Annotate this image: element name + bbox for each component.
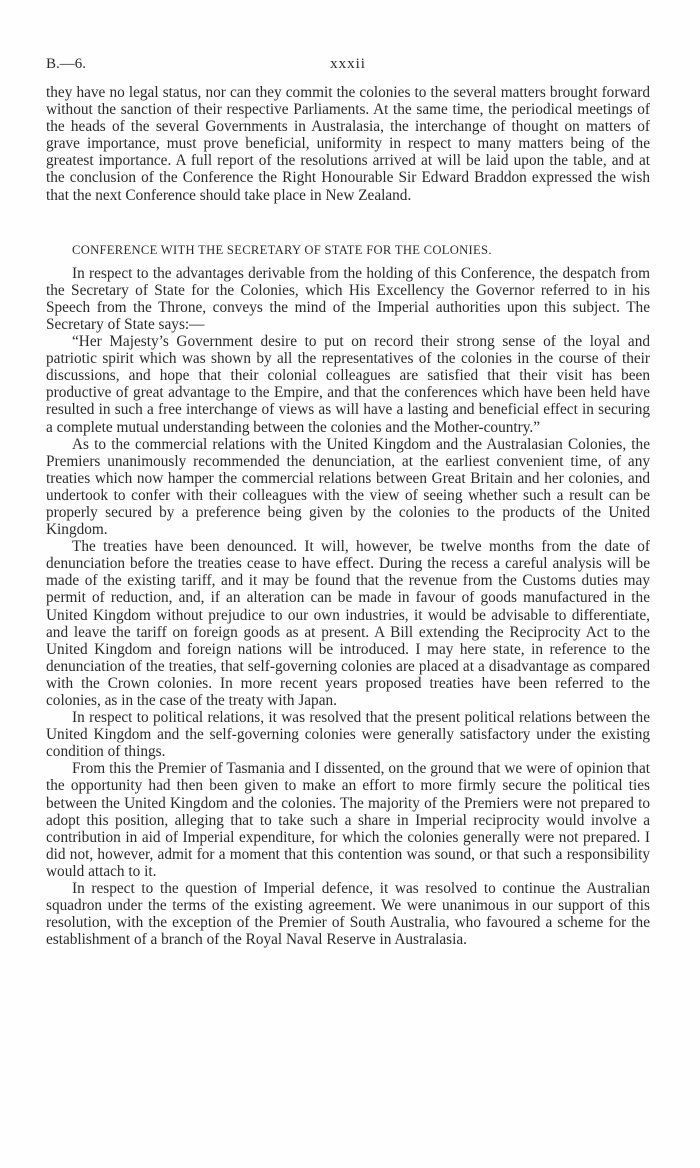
section-heading: CONFERENCE WITH THE SECRETARY OF STATE FOR THE COLONIES. bbox=[72, 242, 492, 257]
paragraph: From this the Premier of Tasmania and I dissented, on the ground that we were of opinion that the opportunity had then been given to make an effort to more firmly secure the political ties between the United Kingdom and the colonies. The majority of the Premiers were not prepared to adopt this position, alleging that to take such a share in Imperial reciprocity would involve a contribution in aid of Imperial expenditure, for which the colonies generally were not prepared. I did not, however, admit for a moment that this contention was sound, or that such a responsibility would attach to it. bbox=[46, 760, 650, 880]
paragraph-continued: they have no legal status, nor can they commit the colonies to the several matters brought forward without the sanction of their respective Parliaments. At the same time, the periodical meetings of the heads of the several Governments in Australasia, the interchange of thought on matters of grave importance, must prove beneficial, uniformity in respect to many matters being of the greatest importance. A full report of the resolutions arrived at will be laid upon the table, and at the conclusion of the Conference the Right Honourable Sir Edward Braddon expressed the wish that the next Conference should take place in New Zealand. bbox=[46, 84, 650, 204]
paragraph: In respect to political relations, it was resolved that the present political relations between the United Kingdom and the self-governing colonies were generally satisfactory under the existing condition of things. bbox=[46, 709, 650, 761]
quotation-paragraph: “Her Majesty’s Government desire to put on record their strong sense of the loyal and patriotic spirit which was shown by all the representatives of the colonies in the course of their discussions, and hope that their colonial colleagues are satisfied that their visit has been productive of great advantage to the Empire, and that the conferences which have been held have resulted in such a free interchange of views as will have a lasting and beneficial effect in securing a complete mutual understanding between the colonies and the Mother-country.” bbox=[46, 333, 650, 436]
page-header bbox=[46, 56, 650, 76]
document-reference: B.—6. bbox=[46, 56, 87, 72]
paragraph: In respect to the question of Imperial defence, it was resolved to continue the Australian squadron under the terms of the existing agreement. We were unanimous in our support of this resolution, with the exception of the Premier of South Australia, who favoured a scheme for the establishment of a branch of the Royal Naval Reserve in Australasia. bbox=[46, 880, 650, 949]
page-number: xxxii bbox=[330, 56, 366, 72]
paragraph: As to the commercial relations with the United Kingdom and the Australasian Colonies, the Premiers unanimously recommended the denunciation, at the earliest convenient time, of any treaties which now hamper the commercial relations between Great Britain and her colonies, and undertook to confer with their colleagues with the view of seeing whether such a result can be properly secured by a preference being given by the colonies to the products of the United Kingdom. bbox=[46, 435, 650, 539]
paragraph: The treaties have been denounced. It will, however, be twelve months from the date of denunciation before the treaties cease to have effect. During the recess a careful analysis will be made of the existing tariff, and it may be found that the revenue from the Customs duties may permit of reduction, and, if an alteration can be made in favour of goods manufactured in the United Kingdom without prejudice to our own industries, it would be advisable to differentiate, and leave the tariff on foreign goods as at present. A Bill extending the Reciprocity Act to the United Kingdom and foreign nations will be introduced. I may here state, in reference to the denunciation of the treaties, that self-governing colonies are placed at a disadvantage as compared with the Crown colonies. In more recent years proposed treaties have been referred to the colonies, as in the case of the treaty with Japan. bbox=[46, 538, 650, 709]
page-body bbox=[46, 84, 650, 948]
paragraph: In respect to the advantages derivable from the holding of this Conference, the despatch from the Secretary of State for the Colonies, which His Excellency the Governor referred to in his Speech from the Throne, conveys the mind of the Imperial authorities upon this subject. The Secretary of State says:— bbox=[46, 264, 650, 333]
